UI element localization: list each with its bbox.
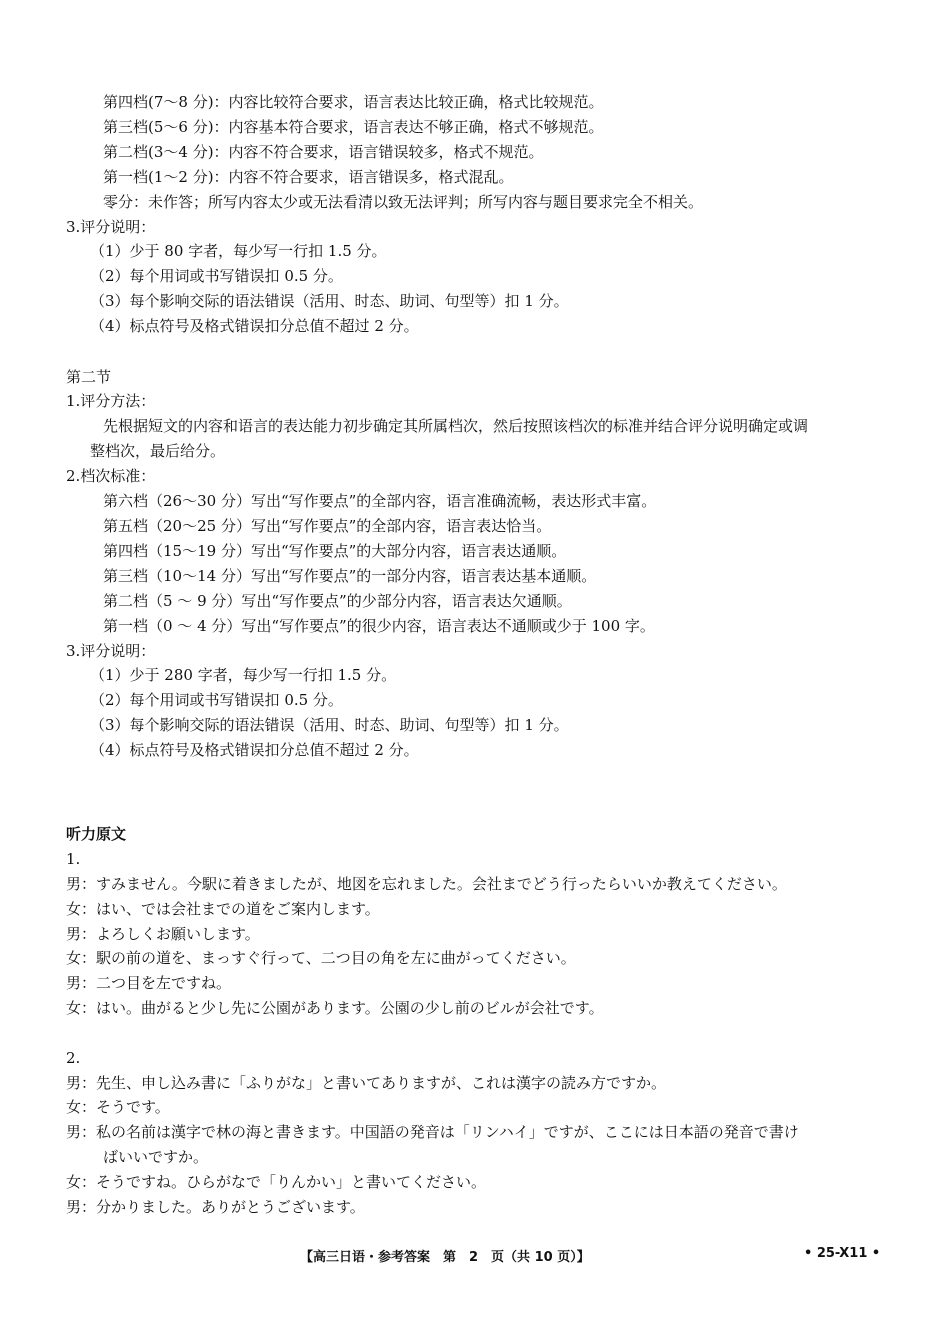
dialog-number: 2. [66,1049,81,1067]
note-item: （2）每个用词或书写错误扣 0.5 分。 [90,691,343,709]
tiers-heading: 2.档次标准： [66,467,156,485]
page-code: • 25-X11 • [804,1246,881,1261]
section-title: 第二节 [66,368,112,386]
note-item: （2）每个用词或书写错误扣 0.5 分。 [90,267,343,285]
tier-line: 第二档(3～4 分)：内容不符合要求，语言错误较多，格式不规范。 [103,143,544,161]
dialog-line: 女：はい。曲がると少し先に公園があります。公園の少し前のビルが会社です。 [66,999,604,1017]
dialog-line: 男：すみません。今駅に着きましたが、地図を忘れました。会社までどう行ったらいいか教えてください。 [66,875,787,893]
dialog-line: 男：よろしくお願いします。 [66,925,260,943]
dialog-line: 男：私の名前は漢字で林の海と書きます。中国語の発音は「リンハイ」ですが、ここには日本語の発音で書け [66,1123,799,1141]
method-heading: 1.评分方法： [66,392,156,410]
listening-title: 听力原文 [66,825,127,843]
tier-line: 零分：未作答；所写内容太少或无法看清以致无法评判；所写内容与题目要求完全不相关。 [103,193,704,211]
tier-line: 第四档（15～19 分）写出“写作要点”的大部分内容，语言表达通顺。 [103,542,567,560]
method-text: 先根据短文的内容和语言的表达能力初步确定其所属档次，然后按照该档次的标准并结合评分说明确定或调 [103,417,809,435]
method-text-cont: 整档次，最后给分。 [90,442,226,460]
tier-line: 第五档（20～25 分）写出“写作要点”的全部内容，语言表达恰当。 [103,517,552,535]
note-item: （4）标点符号及格式错误扣分总值不超过 2 分。 [90,741,419,759]
tier-line: 第三档(5～6 分)：内容基本符合要求，语言表达不够正确，格式不够规范。 [103,118,604,136]
tier-line: 第四档(7～8 分)：内容比较符合要求，语言表达比较正确，格式比较规范。 [103,93,604,111]
note-item: （3）每个影响交际的语法错误（活用、时态、助词、句型等）扣 1 分。 [90,716,569,734]
tier-line: 第一档（0 ～ 4 分）写出“写作要点”的很少内容，语言表达不通顺或少于 100 字。 [103,617,655,635]
notes-heading: 3.评分说明： [66,642,156,660]
dialog-line-cont: ばいいですか。 [103,1148,209,1166]
tier-line: 第一档(1～2 分)：内容不符合要求，语言错误多，格式混乱。 [103,168,514,186]
note-item: （1）少于 80 字者，每少写一行扣 1.5 分。 [90,242,387,260]
dialog-number: 1. [66,850,81,868]
page-footer: 【高三日语・参考答案 第 2 页（共 10 页）】 [300,1250,590,1265]
dialog-line: 女：はい、では会社までの道をご案内します。 [66,900,380,918]
tier-line: 第六档（26～30 分）写出“写作要点”的全部内容，语言准确流畅，表达形式丰富。 [103,492,657,510]
dialog-line: 女：駅の前の道を、まっすぐ行って、二つ目の角を左に曲がってください。 [66,949,576,967]
tier-line: 第二档（5 ～ 9 分）写出“写作要点”的少部分内容，语言表达欠通顺。 [103,592,572,610]
dialog-line: 男：先生、申し込み書に「ふりがな」と書いてありますが、これは漢字の読み方ですか。 [66,1074,667,1092]
note-item: （1）少于 280 字者，每少写一行扣 1.5 分。 [90,666,397,684]
dialog-line: 女：そうですね。ひらがなで「りんかい」と書いてください。 [66,1173,487,1191]
note-item: （4）标点符号及格式错误扣分总值不超过 2 分。 [90,317,419,335]
dialog-line: 女：そうです。 [66,1098,170,1116]
note-item: （3）每个影响交际的语法错误（活用、时态、助词、句型等）扣 1 分。 [90,292,569,310]
tier-line: 第三档（10～14 分）写出“写作要点”的一部分内容，语言表达基本通顺。 [103,567,597,585]
notes-heading: 3.评分说明： [66,218,156,236]
dialog-line: 男：分かりました。ありがとうございます。 [66,1198,365,1216]
dialog-line: 男：二つ目を左ですね。 [66,974,232,992]
